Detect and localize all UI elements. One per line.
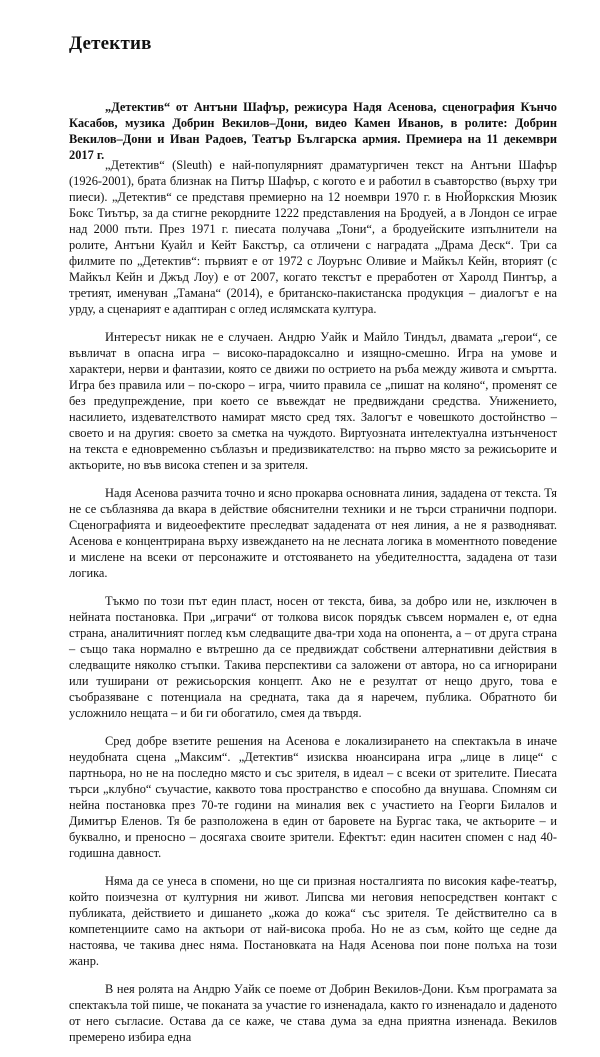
paragraph: Интересът никак не е случаен. Андрю Уайк и Майло Тиндъл, двамата „герои“, се въвличат в опасна игра – високо-парадоксално и изящно-смешно. Игра на умове и характери, нерви и фантазии, която се движи по острието на ръба между живота и смъртта. Игра без правила или – по-скоро – игра, чиито правила се „пишат на коляно“, променят се без предупреждение, при което се въвеждат не предвиждани средства. Унижението, насилието, издевателството намират място сред тях. Залогът е човешкото достойнство – своето и на другия: своето за сметка на чуждото. Виртуозната интелектуална изтънченост на текста е едновременно съблазън и предизвикателство: на първо място за режисьорите и актьорите, но във висока степен и за зрителя. — [69, 330, 557, 472]
article-body — [69, 157, 557, 1057]
article-lead: „Детектив“ от Антъни Шафър, режисура Надя Асенова, сценография Кънчо Касабов, музика Добрин Векилов–Дони, видео Камен Иванов, в ролите: Добрин Векилов–Дони и Иван Радоев, Театър Българска армия. Премиера на 11 декември 2017 г. — [69, 100, 557, 162]
paragraph: В нея ролята на Андрю Уайк се поеме от Добрин Векилов-Дони. Към програмата за спектакъла той пише, че поканата за участие го изненадала, както го изненадало и даденото от него съгласие. Остава да се каже, че става дума за една приятна изненада. Векилов премерено избира една — [69, 982, 557, 1044]
paragraph: Надя Асенова разчита точно и ясно прокарва основната линия, зададена от текста. Тя не се съблазнява да вкара в действие обяснителни техники и не търси странични подпори. Сценографията и видеоефектите преследват зададената от нея линия, а не я разводняват. Асенова е концентрирана върху извеждането на не лесната логика в моментното поведение и мислене на всеки от персонажите и отстояването на убедителността, зададена от тази логика. — [69, 486, 557, 580]
article-title: Детектив — [69, 33, 152, 54]
paragraph: Тъкмо по този път един пласт, носен от текста, бива, за добро или не, изключен в нейната постановка. При „играчи“ от толкова висок порядък съвсем нормален е, от една страна, аналитичният поглед към следващите два-три хода на опонента, а – от друга страна – също така нормално е вътрешно да се предвиждат собствени алтернативни действия в следващите няколко стъпки. Такива перспективи са заложени от автора, но са игнорирани или туширани от режисьорския концепт. Ако не е резултат от нещо друго, това е съобразяване с потенциала на средната, така да я наречем, публика. Обратното би усложнило нещата – и би ги обогатило, смея да твърдя. — [69, 594, 557, 720]
paragraph: Сред добре взетите решения на Асенова е локализирането на спектакъла в иначе неудобната сцена „Максим“. „Детектив“ изисква нюансирана игра „лице в лице“ с партньора, но не на последно място и със зрителя, в идеал – с всеки от зрителите. Пиесата търси „клубно“ съучастие, каквото това пространство е способно да внушава. Спомням си нейна постановка през 70-те години на миналия век с участието на Георги Билалов и Димитър Еленов. Тя бе разположена в един от баровете на Бургас така, че актьорите – и буквално, и преносно – досягаха своите зрители. Ефектът: един наситен спомен с над 40-годишна давност. — [69, 734, 557, 860]
paragraph: Няма да се унеса в спомени, но ще си призная носталгията по високия кафе-театър, който поизчезна от културния ни живот. Липсва ми неговия непосредствен контакт с публиката, действието и дишането „кожа до кожа“ със зрителя. Те действително са в компетенциите само на актьори от най-висока проба. Но не аз съм, който ще седне да настоява, че такива днес няма. Постановката на Надя Асенова пои поне полъха на този жанр. — [69, 874, 557, 968]
paragraph: „Детектив“ (Sleuth) е най-популярният драматургичен текст на Антъни Шафър (1926-2001), брата близнак на Питър Шафър, с когото е и работил в съавторство (върху три пиеси). „Детектив“ се представя премиерно на 12 ноември 1970 г. в НюЙоркския Мюзик Бокс Тиътър, за да стигне рекордните 1222 представления на Бродуей, а в Лондон се играе над 2000 пъти. През 1971 г. пиесата получава „Тони“, а бродуейските изпълнители на ролите, Антъни Куайл и Кейт Бакстър, са отличени с наградата „Драма Деск“. Три са филмите по „Детектив“: първият е от 1972 с Лоурънс Оливие и Майкъл Кейн, вторият (с Майкъл Кейн и Джъд Лоу) е от 2007, когато текстът е преработен от Харолд Пинтър, а третият, именуван „Тамана“ (2014), е британско-пакистанска продукция – диалогът е на урду, а сценарият е адаптиран с оглед ислямската култура. — [69, 158, 557, 316]
